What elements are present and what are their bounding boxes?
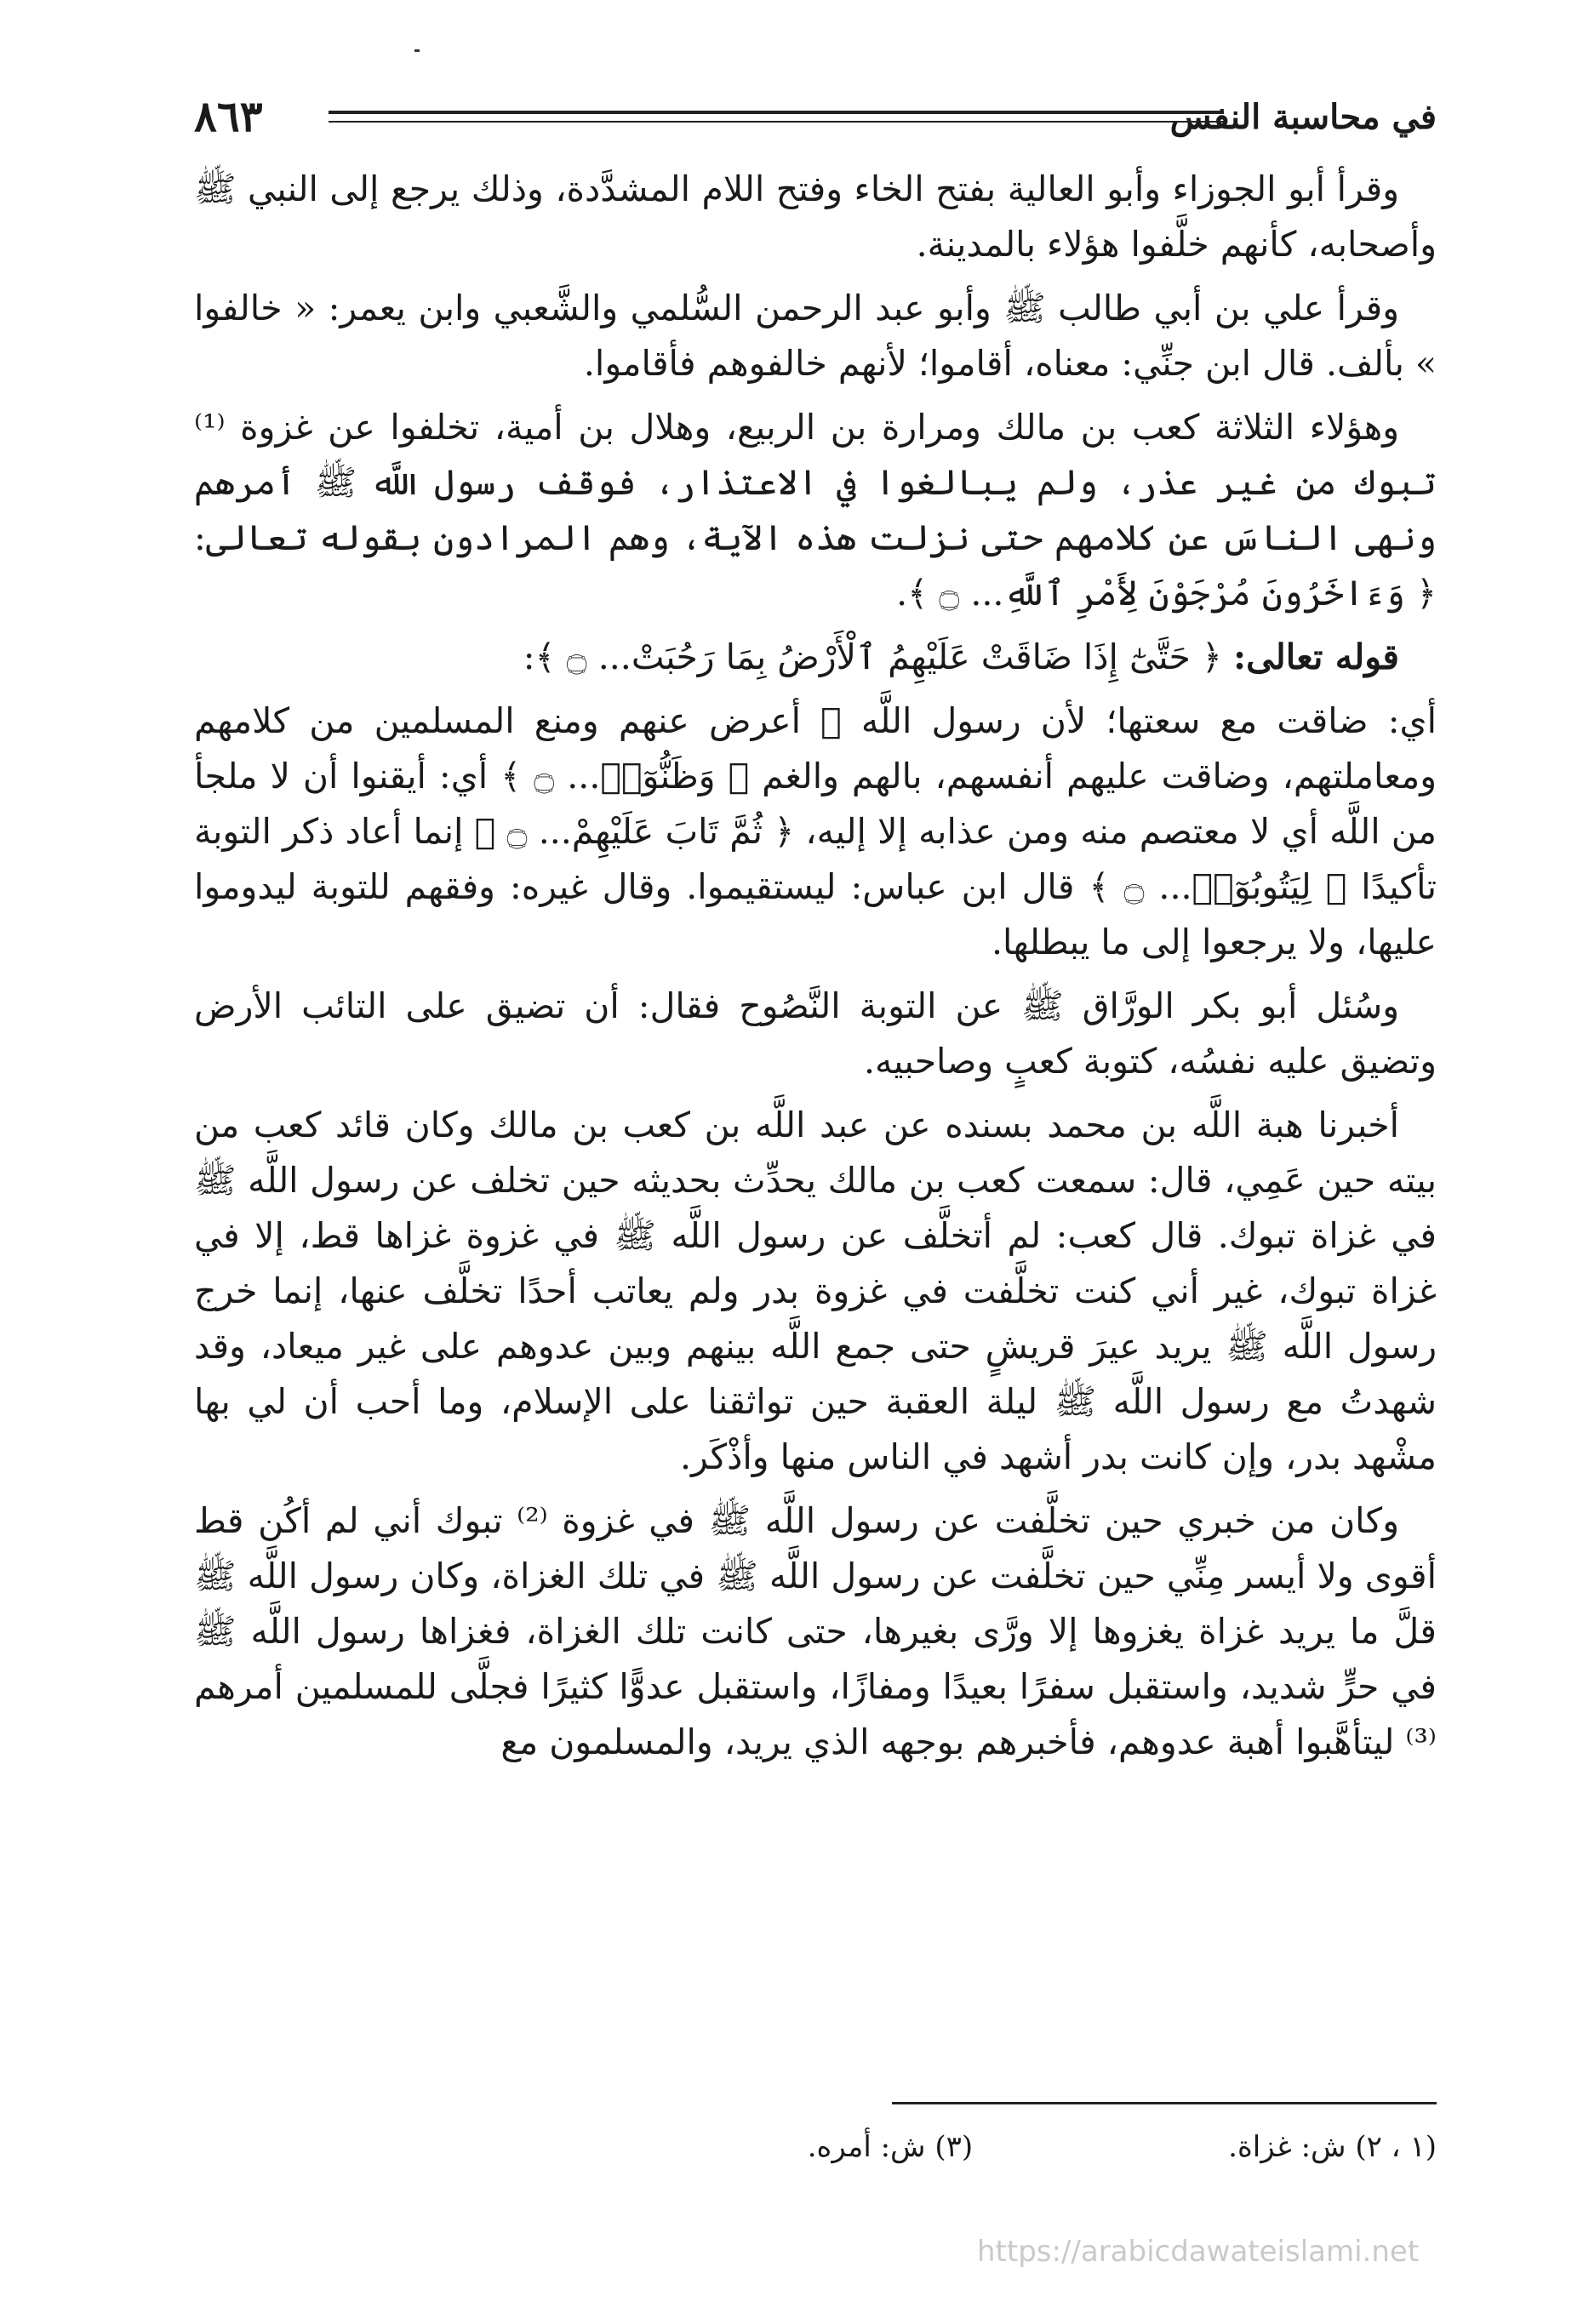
paragraph: وقرأ أبو الجوزاء وأبو العالية بفتح الخاء وفتح اللام المشدَّدة، وذلك يرجع إلى النبي ﷺ وأصحابه، كأنهم خلَّفوا هؤلاء بالمدينة.	[194, 168, 1437, 265]
footnote-rule	[892, 2102, 1437, 2104]
footnote: (٣) ش: أمره.	[807, 2130, 974, 2164]
paragraph: وسُئل أبو بكر الورَّاق ﷺ عن التوبة النَّصُوح فقال: أن تضيق على التائب الأرض وتضيق عليه نفسُه، كتوبة كعبٍ وصاحبيه.	[194, 985, 1437, 1082]
stray-mark	[414, 49, 420, 52]
verse-heading-verse: ﴿ حَتَّىٰٓ إِذَا ضَاقَتْ عَلَيْهِمُ ٱلْأَرْضُ بِمَا رَحُبَتْ... ۝ ﴾:	[523, 637, 1222, 677]
footnote: (١ ، ٢) ش: غزاة.	[1228, 2130, 1437, 2164]
paragraph: وهؤلاء الثلاثة كعب بن مالك ومرارة بن الربيع، وهلال بن أمية، تخلفوا عن غزوة ⁽¹⁾ تبوك من غير عذر، ولم يبالغوا في الاعتذار، فوقف رسول اللَّه ﷺ أمرهم ونهى الناسَ عن كلامهم حتى نزلت هذه الآية، وهم المرادون بقوله تعالى: ﴿ وَءَاخَرُونَ مُرْجَوْنَ لِأَمْرِ ٱللَّهِ... ۝ ﴾.	[194, 407, 1437, 614]
verse-heading	[194, 630, 1437, 685]
paragraph: وكان من خبري حين تخلَّفت عن رسول اللَّه ﷺ في غزوة ⁽²⁾ تبوك أني لم أكُن قط أقوى ولا أيسر مِنِّي حين تخلَّفت عن رسول اللَّه ﷺ في تلك الغزاة، وكان رسول اللَّه ﷺ قلَّ ما يريد غزاة يغزوها إلا ورَّى بغيرها، حتى كانت تلك الغزاة، فغزاها رسول اللَّه ﷺ في حرٍّ شديد، واستقبل سفرًا بعيدًا ومفازًا، واستقبل عدوًّا كثيرًا فجلَّى للمسلمين أمرهم ⁽³⁾ ليتأهَّبوا أهبة عدوهم، فأخبرهم بوجهه الذي يريد، والمسلمون مع	[194, 1500, 1437, 1762]
page-header	[194, 92, 1437, 143]
paragraph: وقرأ علي بن أبي طالب ﷺ وأبو عبد الرحمن السُّلمي والشَّعبي وابن يعمر: « خالفوا » بألف. قال ابن جنِّي: معناه، أقاموا؛ لأنهم خالفوهم فأقاموا.	[194, 288, 1437, 384]
header-rule	[329, 111, 1224, 123]
page-number: ٨٦٣	[194, 91, 263, 141]
running-title: في محاسبة النفس	[1169, 97, 1437, 137]
main-text	[194, 162, 1437, 1779]
paragraph: أي: ضاقت مع سعتها؛ لأن رسول اللَّه ﷺ أعرض عنهم ومنع المسلمين من كلامهم ومعاملتهم، وضاقت عليهم أنفسهم، بالهم والغم ﴿ وَظَنُّوٓا۟... ۝ ﴾ أي: أيقنوا أن لا ملجأ من اللَّه أي لا معتصم منه ومن عذابه إلا إليه، ﴿ ثُمَّ تَابَ عَلَيْهِمْ... ۝ ﴾ إنما أعاد ذكر التوبة تأكيدًا ﴿ لِيَتُوبُوٓا۟... ۝ ﴾ قال ابن عباس: ليستقيموا. وقال غيره: وفقهم للتوبة ليدوموا عليها، ولا يرجعوا إلى ما يبطلها.	[194, 700, 1437, 962]
watermark-url: https://arabicdawateislami.net	[977, 2235, 1420, 2269]
paragraph: أخبرنا هبة اللَّه بن محمد بسنده عن عبد اللَّه بن كعب بن مالك وكان قائد كعب من بيته حين عَمِي، قال: سمعت كعب بن مالك يحدِّث بحديثه حين تخلف عن رسول اللَّه ﷺ في غزاة تبوك. قال كعب: لم أتخلَّف عن رسول اللَّه ﷺ في غزوة غزاها قط، إلا في غزاة تبوك، غير أني كنت تخلَّفت في غزوة بدر ولم يعاتب أحدًا تخلَّف عنها، إنما خرج رسول اللَّه ﷺ يريد عيرَ قريشٍ حتى جمع اللَّه بينهم وبين عدوهم على غير ميعاد، وقد شهدتُ مع رسول اللَّه ﷺ ليلة العقبة حين تواثقنا على الإسلام، وما أحب أن لي بها مشْهد بدر، وإن كانت بدر أشهد في الناس منها وأذْكَر.	[194, 1105, 1437, 1477]
footnotes	[194, 2123, 1437, 2171]
verse-heading-label: قوله تعالى:	[1232, 637, 1399, 677]
